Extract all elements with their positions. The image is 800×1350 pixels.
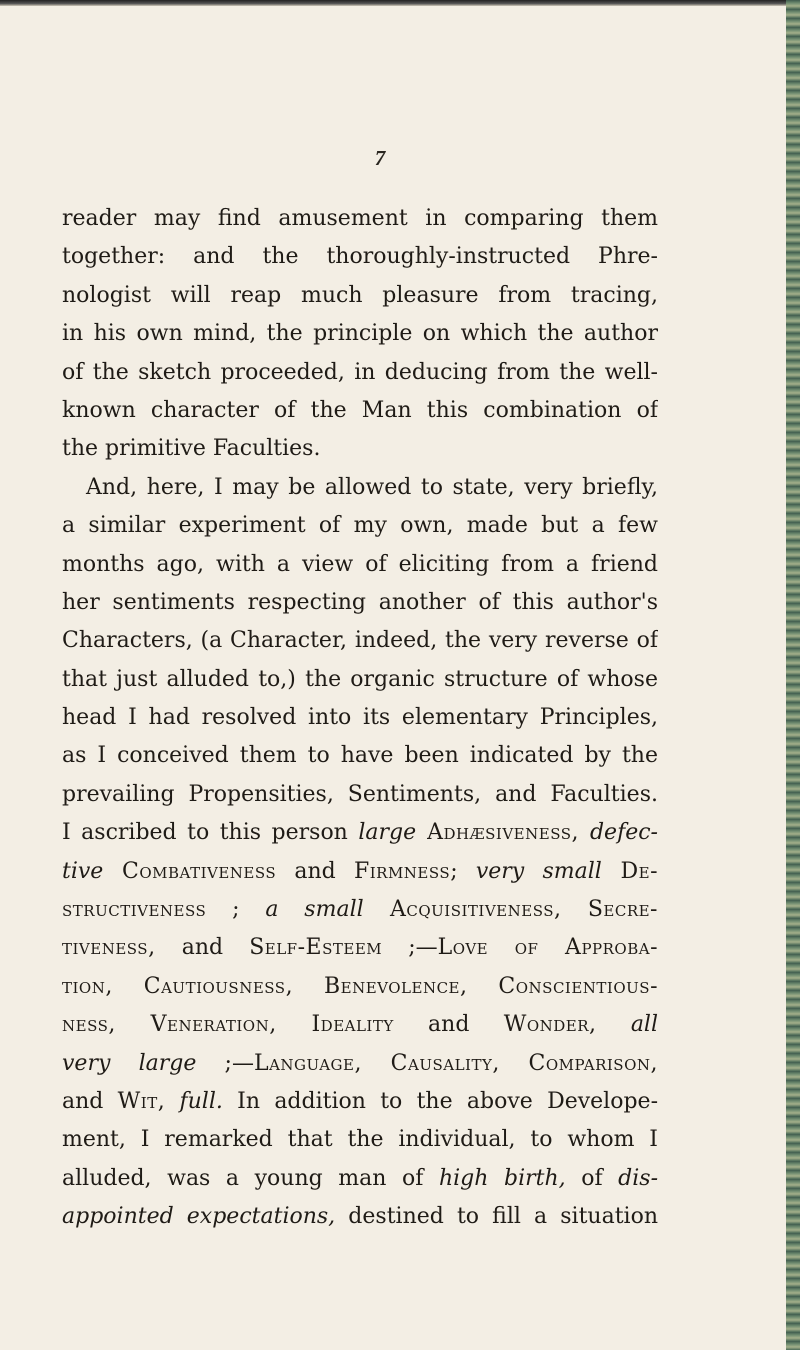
faculty-name: structiveness [62, 897, 207, 923]
text-segment: and [62, 1088, 118, 1114]
text-line: head I had resolved into its elementary Principles, [62, 705, 658, 731]
italic-text: full. [179, 1088, 223, 1114]
text-segment: and [276, 858, 354, 884]
text-segment: destined to fill a situation [335, 1204, 658, 1230]
text-line: her sentiments respecting another of this author's [62, 589, 658, 615]
text-segment: of [565, 1165, 619, 1191]
faculty-name: Adhæsiveness, [416, 820, 590, 846]
text-segment: alluded, was a young man of [62, 1165, 439, 1191]
text-segment [597, 1012, 631, 1037]
text-line: of the sketch proceeded, in deducing from the well- [62, 359, 658, 385]
text-line: known character of the Man this combination of [62, 397, 658, 423]
text-segment: and [155, 935, 250, 961]
text-line: Characters, (a Character, indeed, the very reverse of [62, 628, 658, 654]
faculty-name: Combativeness [103, 858, 277, 884]
text-segment: ; [450, 858, 476, 884]
text-segment: ;— [196, 1050, 254, 1076]
italic-text: very small [475, 858, 602, 884]
text-line [62, 1083, 658, 1121]
text-line [62, 1198, 658, 1236]
text-line: months ago, with a view of eliciting from a friend [62, 551, 658, 577]
page-top-edge [0, 0, 800, 6]
faculty-name: Wit, [117, 1088, 166, 1114]
italic-text: a small [265, 897, 364, 923]
text-line: the primitive Faculties. [62, 436, 321, 462]
text-line [62, 929, 658, 967]
text-segment: I ascribed to this person [62, 820, 359, 846]
faculty-name: Self-Esteem [249, 935, 383, 961]
faculty-name: Love of Approba- [437, 935, 658, 961]
text-line: nologist will reap much pleasure from tracing, [62, 282, 658, 308]
faculty-name: Language, Causality, Comparison, [253, 1050, 658, 1076]
book-binding-edge [786, 0, 800, 1350]
paragraph-start-line: And, here, I may be allowed to state, very briefly, [86, 474, 658, 500]
italic-text: all [630, 1012, 658, 1038]
faculty-name: Firmness [353, 858, 451, 884]
text-line: together: and the thoroughly-instructed Phre- [62, 244, 658, 270]
text-line [62, 891, 658, 929]
text-segment: and [393, 1012, 504, 1038]
italic-text: large [358, 820, 417, 846]
text-line: tion, Cautiousness, Benevolence, Conscientious- [62, 973, 658, 999]
text-line [62, 853, 658, 891]
italic-text: very large [62, 1050, 197, 1076]
italic-text: defec- [589, 820, 658, 846]
faculty-name: Acquisitiveness, Secre- [363, 897, 658, 923]
italic-text: tive [62, 858, 104, 884]
text-segment: ; [206, 897, 266, 923]
text-line [62, 1160, 658, 1198]
text-line: that just alluded to,) the organic structure of whose [62, 666, 658, 692]
faculty-name: De- [601, 858, 658, 884]
page-number: 7 [374, 146, 386, 170]
text-line [62, 1045, 658, 1083]
text-line [62, 1006, 658, 1044]
text-segment: In addition to the above Develope- [222, 1088, 658, 1114]
faculty-name: ness, Veneration, Ideality [62, 1012, 394, 1038]
text-line: reader may find amusement in comparing them [62, 206, 658, 231]
text-line: as I conceived them to have been indicated by the [62, 743, 658, 769]
text-line: prevailing Propensities, Sentiments, and Faculties. [62, 781, 658, 807]
text-line: in his own mind, the principle on which the author [62, 321, 658, 347]
body-text [62, 200, 658, 1237]
text-segment [165, 1089, 179, 1114]
text-line: ment, I remarked that the individual, to whom I [62, 1127, 658, 1153]
faculty-name: tiveness, [62, 935, 156, 961]
italic-text: appointed expectations, [62, 1204, 336, 1230]
italic-text: dis- [618, 1165, 658, 1191]
text-line: a similar experiment of my own, made but a few [62, 513, 658, 539]
text-segment: ;— [382, 935, 438, 961]
faculty-name: Wonder, [503, 1012, 597, 1038]
text-line [62, 814, 658, 852]
italic-text: high birth, [438, 1165, 566, 1191]
